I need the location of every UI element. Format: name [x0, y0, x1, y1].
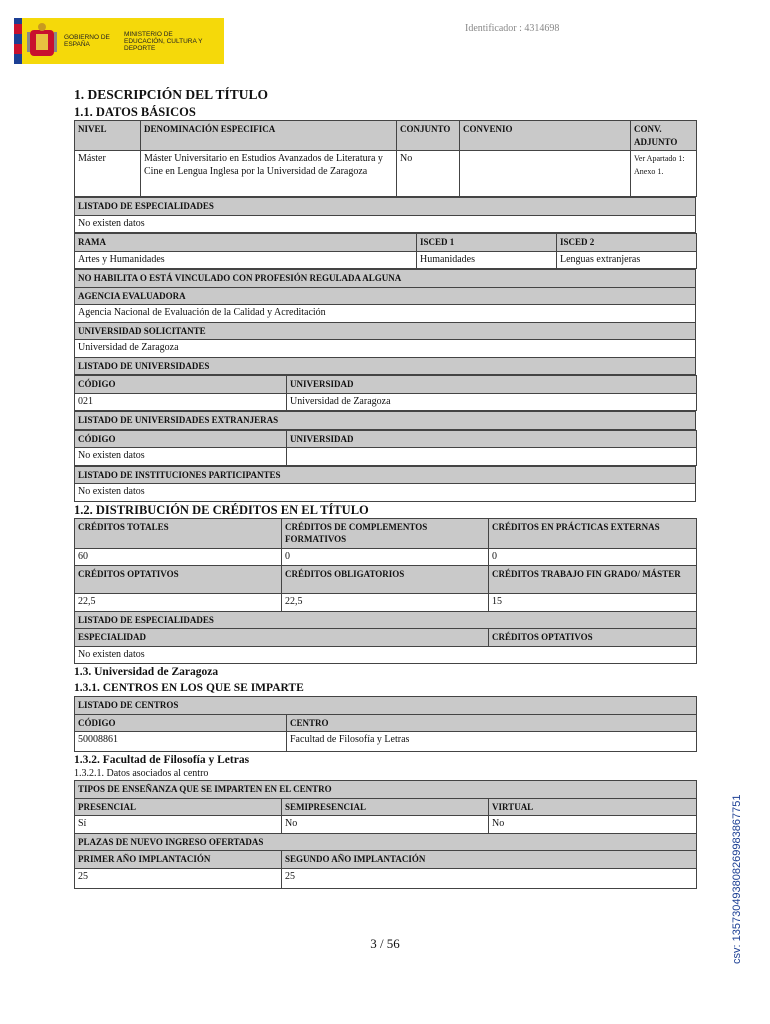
listado-especialidades-label: LISTADO DE ESPECIALIDADES: [75, 611, 697, 629]
semipresencial-header: SEMIPRESENCIAL: [282, 798, 489, 816]
listado-extranjeras-label: LISTADO DE UNIVERSIDADES EXTRANJERAS: [75, 412, 696, 430]
primer-ano-header: PRIMER AÑO IMPLANTACIÓN: [75, 851, 282, 869]
nivel-header: NIVEL: [75, 121, 141, 151]
especialidades-table: [74, 197, 696, 233]
creditos-optativos-header: CRÉDITOS OPTATIVOS: [75, 566, 282, 594]
creditos-practicas-header: CRÉDITOS EN PRÁCTICAS EXTERNAS: [489, 518, 697, 548]
conv-adjunto-value: Ver Apartado 1: Anexo 1.: [631, 151, 697, 197]
segundo-ano-value: 25: [282, 868, 697, 888]
tipos-ensenanza-table: [74, 780, 697, 889]
universidad-header: UNIVERSIDAD: [287, 376, 697, 394]
page-number: 3 / 56: [370, 936, 400, 951]
datos-basicos-title: 1.1. DATOS BÁSICOS: [74, 105, 196, 119]
no-existen-datos: No existen datos: [75, 646, 697, 664]
denominacion-value: Máster Universitario en Estudios Avanzados de Literatura y Cine en Lengua Inglesa por la Universidad de Zaragoza: [141, 151, 397, 197]
facultad-title: 1.3.2. Facultad de Filosofía y Letras: [74, 754, 250, 766]
creditos-optativos-col-header: CRÉDITOS OPTATIVOS: [489, 629, 697, 647]
creditos-obligatorios-header: CRÉDITOS OBLIGATORIOS: [282, 566, 489, 594]
virtual-header: VIRTUAL: [489, 798, 697, 816]
centros-title: 1.3.1. CENTROS EN LOS QUE SE IMPARTE: [74, 682, 304, 694]
codigo-header: CÓDIGO: [75, 714, 287, 732]
government-logo: [14, 18, 224, 64]
coat-of-arms-icon: [26, 22, 58, 60]
creditos-totales-header: CRÉDITOS TOTALES: [75, 518, 282, 548]
codigo-header: CÓDIGO: [75, 430, 287, 448]
centro-value: Facultad de Filosofía y Letras: [287, 732, 697, 752]
isced2-header: ISCED 2: [557, 234, 697, 252]
universidad-value: Universidad de Zaragoza: [287, 393, 697, 411]
creditos-tfm-header: CRÉDITOS TRABAJO FIN GRADO/ MÁSTER: [489, 566, 697, 594]
section-title: 1. DESCRIPCIÓN DEL TÍTULO: [74, 87, 269, 102]
creditos-complementos-header: CRÉDITOS DE COMPLEMENTOS FORMATIVOS: [282, 518, 489, 548]
universidad-solicitante-label: UNIVERSIDAD SOLICITANTE: [75, 322, 696, 340]
especialidad-header: ESPECIALIDAD: [75, 629, 489, 647]
extranjeras-table: [74, 430, 697, 466]
convenio-header: CONVENIO: [460, 121, 631, 151]
semipresencial-value: No: [282, 816, 489, 834]
conv-adjunto-header: CONV. ADJUNTO: [631, 121, 697, 151]
codigo-value: 021: [75, 393, 287, 411]
isced2-value: Lenguas extranjeras: [557, 251, 697, 269]
presencial-value: Sí: [75, 816, 282, 834]
centro-codigo-value: 50008861: [75, 732, 287, 752]
agencia-value: Agencia Nacional de Evaluación de la Calidad y Acreditación: [75, 305, 696, 323]
universidades-table: [74, 375, 697, 411]
conjunto-header: CONJUNTO: [397, 121, 460, 151]
presencial-header: PRESENCIAL: [75, 798, 282, 816]
no-habilita-label: NO HABILITA O ESTÁ VINCULADO CON PROFESIÓN REGULADA ALGUNA: [75, 270, 696, 288]
creditos-optativos-value: 22,5: [75, 594, 282, 612]
table-header-row: [75, 121, 697, 151]
datos-asociados-label: 1.3.2.1. Datos asociados al centro: [74, 768, 209, 779]
no-existen-datos: No existen datos: [75, 215, 696, 233]
listado-instituciones-label: LISTADO DE INSTITUCIONES PARTICIPANTES: [75, 466, 696, 484]
creditos-title: 1.2. DISTRIBUCIÓN DE CRÉDITOS EN EL TÍTULO: [74, 502, 369, 517]
rama-value: Artes y Humanidades: [75, 251, 417, 269]
instituciones-table: [74, 466, 696, 502]
isced1-header: ISCED 1: [417, 234, 557, 252]
creditos-tfm-value: 15: [489, 594, 697, 612]
listado-universidades-label: LISTADO DE UNIVERSIDADES: [75, 357, 696, 375]
creditos-complementos-value: 0: [282, 548, 489, 566]
listado-centros-label: LISTADO DE CENTROS: [75, 697, 697, 715]
no-existen-datos: No existen datos: [75, 484, 696, 502]
virtual-value: No: [489, 816, 697, 834]
primer-ano-value: 25: [75, 868, 282, 888]
logo-ministerio-text: MINISTERIO DE EDUCACIÓN, CULTURA Y DEPORTE: [124, 30, 203, 52]
centro-header: CENTRO: [287, 714, 697, 732]
creditos-practicas-value: 0: [489, 548, 697, 566]
listado-especialidades-label: LISTADO DE ESPECIALIDADES: [75, 198, 696, 216]
universidad-title: 1.3. Universidad de Zaragoza: [74, 666, 219, 678]
agencia-label: AGENCIA EVALUADORA: [75, 287, 696, 305]
conjunto-value: No: [397, 151, 460, 197]
rama-header: RAMA: [75, 234, 417, 252]
datos-basicos-table: [74, 120, 697, 197]
segundo-ano-header: SEGUNDO AÑO IMPLANTACIÓN: [282, 851, 697, 869]
denominacion-header: DENOMINACIÓN ESPECIFICA: [141, 121, 397, 151]
codigo-header: CÓDIGO: [75, 376, 287, 394]
document-identifier: Identificador : 4314698: [465, 23, 560, 34]
csv-code: csv: 135730493808269983867751: [731, 794, 743, 964]
universidad-header: UNIVERSIDAD: [287, 430, 697, 448]
no-existen-datos: No existen datos: [75, 448, 287, 466]
creditos-totales-value: 60: [75, 548, 282, 566]
table-row: [75, 151, 697, 197]
universidad-solicitante-value: Universidad de Zaragoza: [75, 340, 696, 358]
logo-gobierno-text: GOBIERNO DE ESPAÑA: [64, 34, 110, 48]
convenio-value: [460, 151, 631, 197]
eu-flag-strip: [14, 18, 22, 64]
agencia-table: [74, 269, 696, 375]
centros-table: [74, 696, 697, 752]
creditos-table: [74, 518, 697, 665]
empty-cell: [287, 448, 697, 466]
rama-table: [74, 233, 697, 269]
extranjeras-label-table: [74, 411, 696, 430]
document-body: [74, 86, 696, 889]
isced1-value: Humanidades: [417, 251, 557, 269]
plazas-label: PLAZAS DE NUEVO INGRESO OFERTADAS: [75, 833, 697, 851]
creditos-obligatorios-value: 22,5: [282, 594, 489, 612]
tipos-ensenanza-label: TIPOS DE ENSEÑANZA QUE SE IMPARTEN EN EL CENTRO: [75, 781, 697, 799]
nivel-value: Máster: [75, 151, 141, 197]
